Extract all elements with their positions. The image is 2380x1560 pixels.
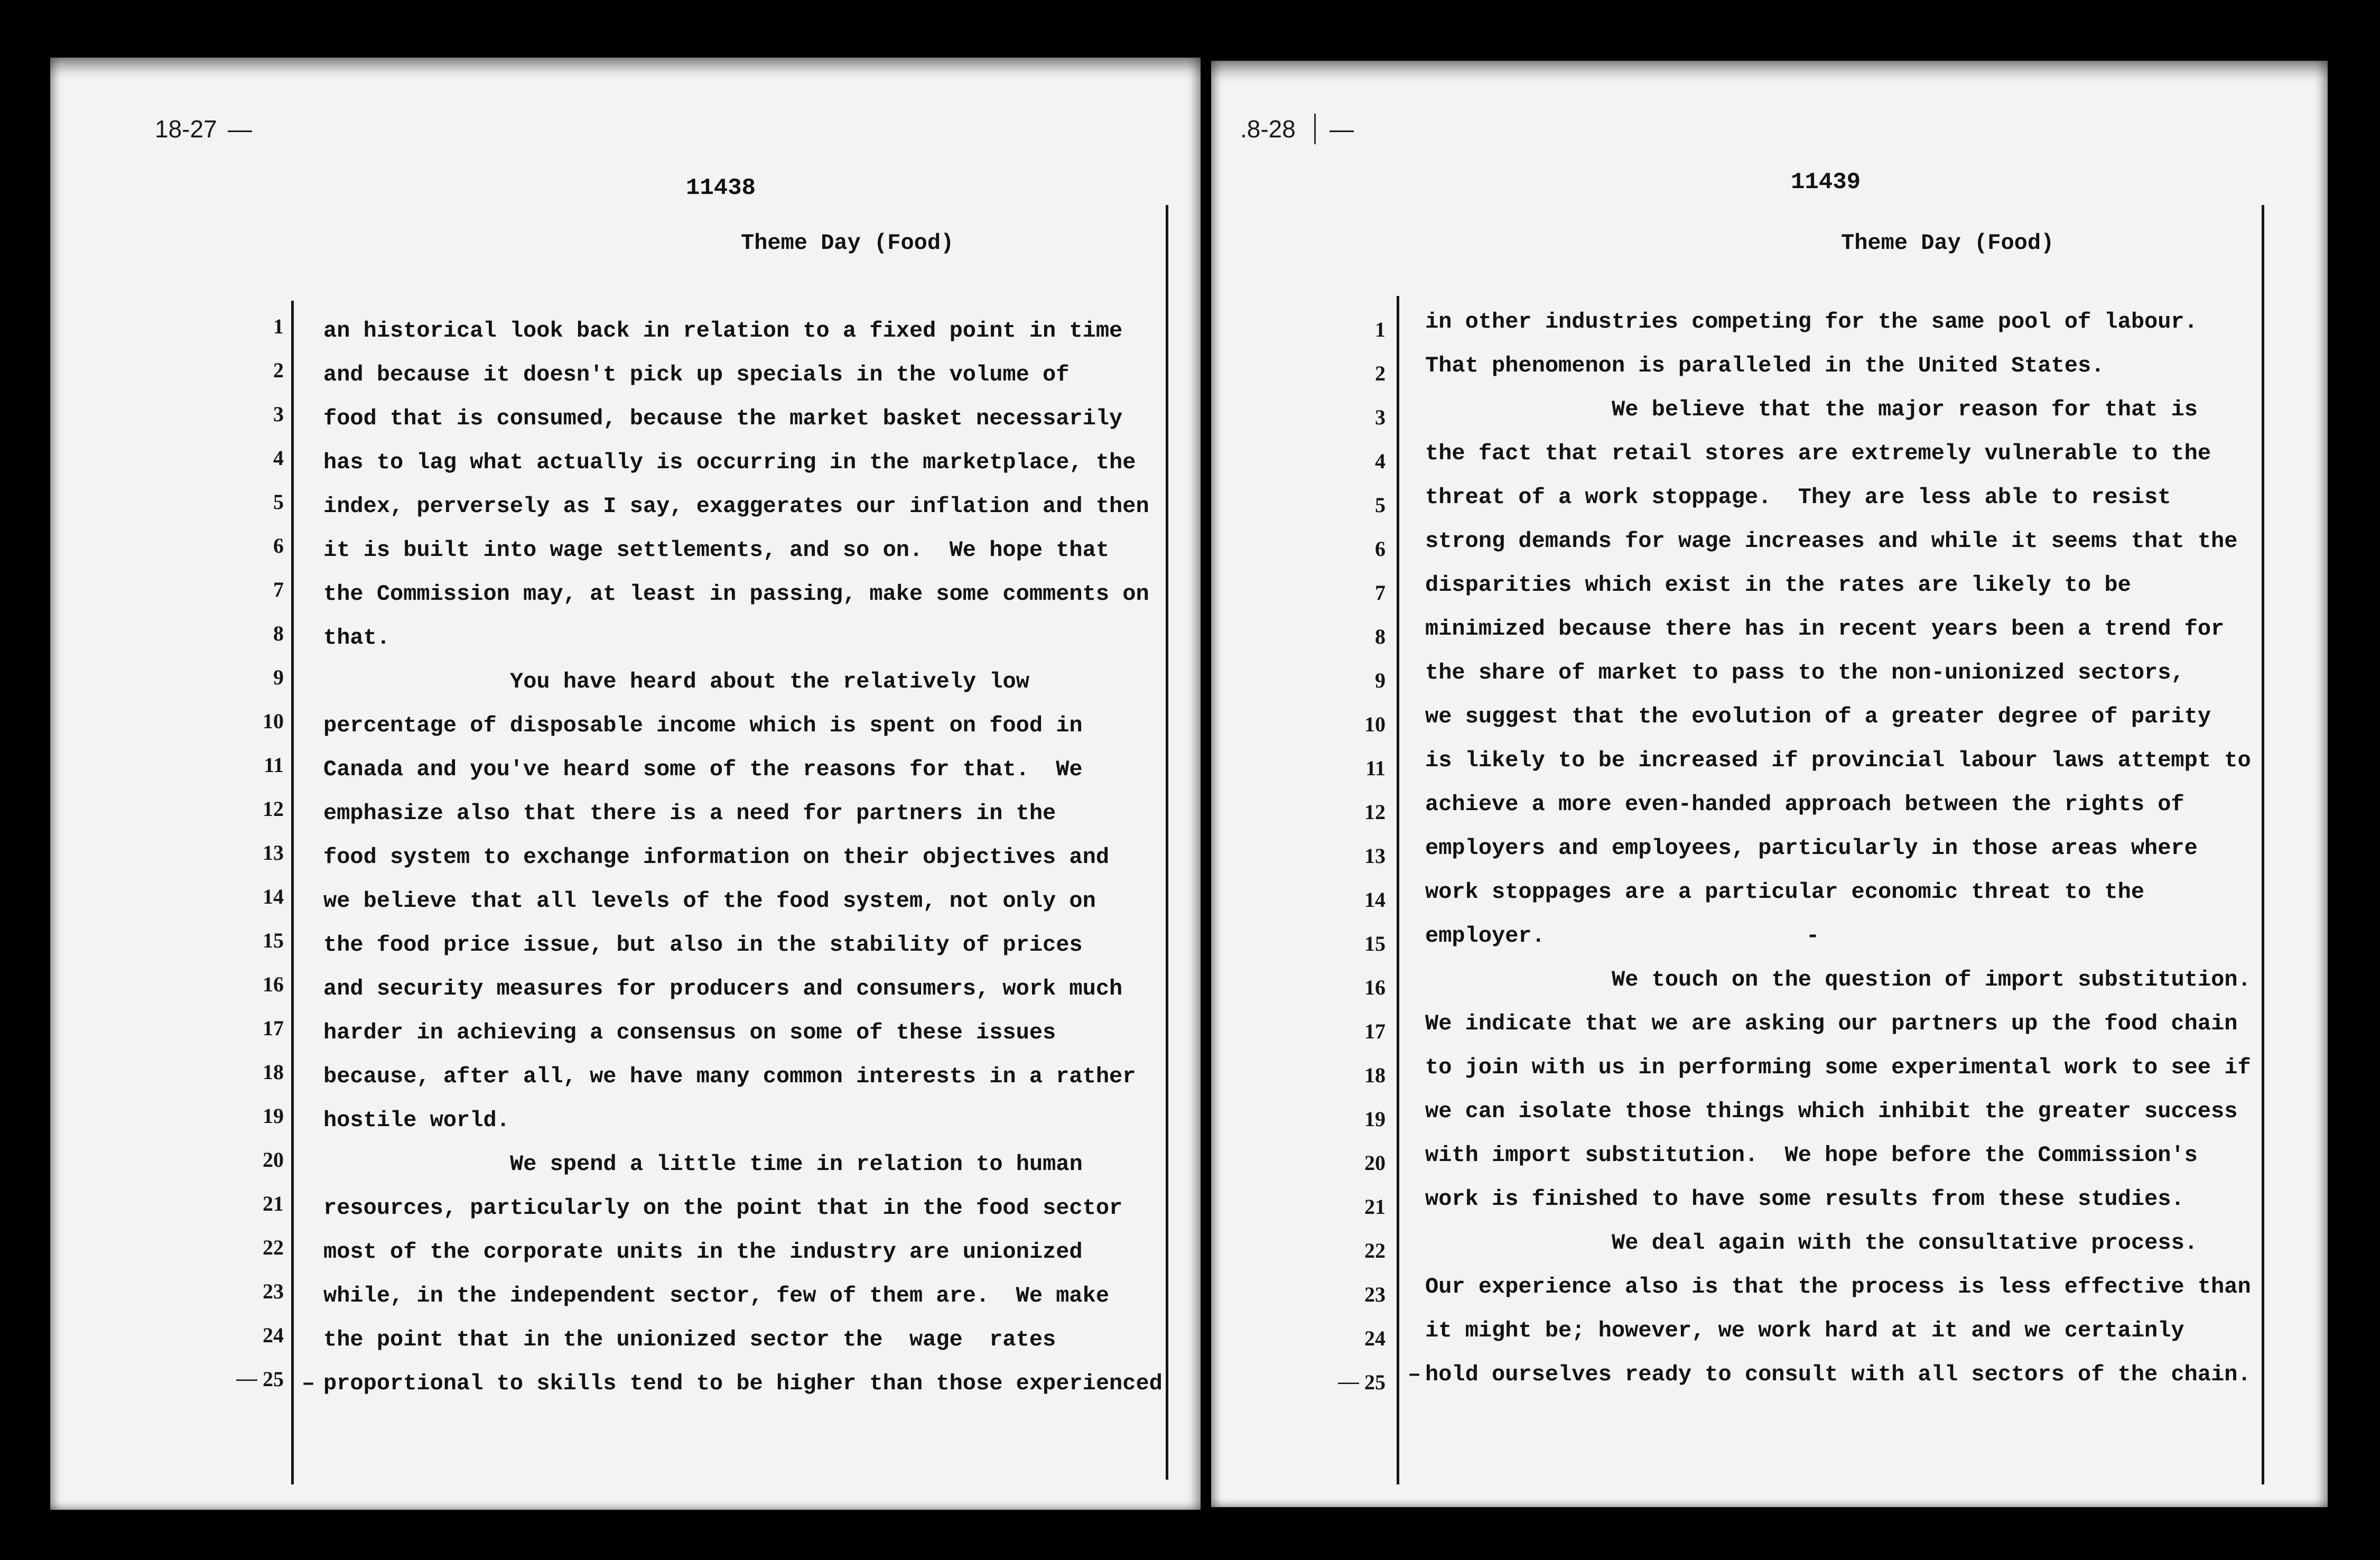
line-text: most of the corporate units in the industry are unionized xyxy=(323,1239,1083,1265)
line-number: 22 xyxy=(1364,1239,1386,1262)
line-text: We touch on the question of import substitution. xyxy=(1612,967,2251,992)
line-number: 12 xyxy=(263,797,284,821)
line-text: the fact that retail stores are extremely vulnerable to the xyxy=(1425,441,2211,466)
line-number: 23 xyxy=(263,1279,284,1303)
line-row xyxy=(50,1318,1201,1362)
line-text: employers and employees, particularly in those areas where xyxy=(1425,835,2198,861)
line-row xyxy=(50,792,1201,835)
line-text: we suggest that the evolution of a greater degree of parity xyxy=(1425,704,2211,729)
line-text: it is built into wage settlements, and so on. We hope that xyxy=(323,537,1110,563)
line-number: 2 xyxy=(273,358,284,382)
line-row xyxy=(50,967,1201,1011)
transcript-lines xyxy=(50,309,1201,1406)
line-number: 5 xyxy=(273,490,284,514)
line-number: 12 xyxy=(1364,800,1386,824)
line-text: That phenomenon is paralleled in the United States. xyxy=(1425,353,2105,378)
line-text: Canada and you've heard some of the reasons for that. We xyxy=(323,757,1083,782)
line-row xyxy=(1211,1002,2328,1046)
line-text: food that is consumed, because the market basket necessarily xyxy=(323,406,1123,431)
line-number: 20 xyxy=(263,1148,284,1172)
line-row xyxy=(50,528,1201,572)
line-row xyxy=(1211,827,2328,870)
line-row xyxy=(50,660,1201,704)
line-row xyxy=(1211,1221,2328,1265)
line-number: 19 xyxy=(263,1104,284,1128)
line-row xyxy=(50,1186,1201,1230)
line-text: has to lag what actually is occurring in the marketplace, the xyxy=(323,450,1136,475)
line-15-trailing-mark: - xyxy=(1806,923,1820,949)
line-number: 6 xyxy=(1375,537,1386,561)
line-number: 24 xyxy=(1364,1326,1386,1350)
line-text: and security measures for producers and consumers, work much xyxy=(323,976,1123,1001)
line-row xyxy=(50,616,1201,660)
line-number: 4 xyxy=(273,446,284,470)
line-number: 11 xyxy=(264,753,284,777)
line-number: 24 xyxy=(263,1323,284,1347)
line-text: percentage of disposable income which is spent on food in xyxy=(323,713,1083,738)
page-number: 11439 xyxy=(1791,169,1861,196)
line-text: employer. xyxy=(1425,923,1545,949)
transcript-lines xyxy=(1211,300,2328,1397)
line-number: 6 xyxy=(273,534,284,558)
right-page xyxy=(1211,61,2328,1507)
line-number: 16 xyxy=(263,972,284,996)
line-text: we can isolate those things which inhibit the greater success xyxy=(1425,1099,2238,1124)
line-text: threat of a work stoppage. They are less able to resist xyxy=(1425,485,2171,510)
line-row xyxy=(50,353,1201,397)
line-text: We indicate that we are asking our partners up the food chain xyxy=(1425,1011,2238,1036)
line-row xyxy=(50,704,1201,748)
line-text: the point that in the unionized sector the wage rates xyxy=(323,1327,1056,1352)
line-text: the share of market to pass to the non-unionized sectors, xyxy=(1425,660,2184,685)
line-row xyxy=(50,1230,1201,1274)
line-number: 22 xyxy=(263,1236,284,1259)
line-number: 3 xyxy=(1375,405,1386,429)
line-number: 14 xyxy=(1364,888,1386,912)
line-text: We spend a little time in relation to human xyxy=(510,1152,1083,1177)
line-text: achieve a more even-handed approach between the rights of xyxy=(1425,792,2184,817)
line-text: food system to exchange information on their objectives and xyxy=(323,844,1110,870)
line-row xyxy=(50,572,1201,616)
line-number: 17 xyxy=(263,1016,284,1040)
line-text: hostile world. xyxy=(323,1108,510,1133)
line-row xyxy=(1211,651,2328,695)
line-text: We believe that the major reason for that is xyxy=(1612,397,2198,422)
line-number: 3 xyxy=(273,402,284,426)
line-number: 4 xyxy=(1375,449,1386,473)
line-text: minimized because there has in recent years been a trend for xyxy=(1425,616,2225,642)
line-row xyxy=(1211,519,2328,563)
line-number: 1 xyxy=(273,314,284,338)
line-number: 5 xyxy=(1375,493,1386,517)
line-row xyxy=(1211,607,2328,651)
margin-tick xyxy=(1314,114,1316,144)
line-row xyxy=(1211,914,2328,958)
line-text: and because it doesn't pick up specials in the volume of xyxy=(323,362,1070,387)
line-number: 23 xyxy=(1364,1283,1386,1306)
line-number: 13 xyxy=(1364,844,1386,868)
line-text: hold ourselves ready to consult with all sectors of the chain. xyxy=(1425,1362,2251,1387)
line-number: 20 xyxy=(1364,1151,1386,1175)
page-number: 11438 xyxy=(686,175,756,201)
line-text: the Commission may, at least in passing, make some comments on xyxy=(323,581,1149,607)
line-text: the food price issue, but also in the stability of prices xyxy=(323,932,1083,958)
line-row xyxy=(1211,958,2328,1002)
line-text: an historical look back in relation to a fixed point in time xyxy=(323,318,1123,343)
line-row xyxy=(1211,1265,2328,1309)
line-row xyxy=(50,1362,1201,1406)
line-row xyxy=(1211,1090,2328,1134)
line-number: 10 xyxy=(263,709,284,733)
line-row xyxy=(1211,783,2328,827)
line-row xyxy=(1211,1134,2328,1177)
line-row xyxy=(50,1099,1201,1143)
line-number: 8 xyxy=(1375,625,1386,648)
line-row xyxy=(50,1055,1201,1099)
line-number: 16 xyxy=(1364,976,1386,999)
line-text: that. xyxy=(323,625,391,651)
line-text: work is finished to have some results from these studies. xyxy=(1425,1186,2184,1212)
line-text: You have heard about the relatively low xyxy=(510,669,1029,694)
line-text: to join with us in performing some experimental work to see if xyxy=(1425,1055,2251,1080)
page-ref: 18-27 xyxy=(155,115,217,143)
line-25-margin-mark: — xyxy=(1338,1370,1359,1394)
line-row xyxy=(50,835,1201,879)
line-text: index, perversely as I say, exaggerates our inflation and then xyxy=(323,494,1149,519)
line-text: We deal again with the consultative process. xyxy=(1612,1230,2198,1256)
line-number: 7 xyxy=(273,578,284,601)
line-number: 17 xyxy=(1364,1019,1386,1043)
line-row xyxy=(50,441,1201,485)
line-number: 18 xyxy=(263,1060,284,1084)
line-text: we believe that all levels of the food system, not only on xyxy=(323,888,1096,914)
line-text: in other industries competing for the same pool of labour. xyxy=(1425,309,2198,335)
line-text: harder in achieving a consensus on some of these issues xyxy=(323,1020,1056,1045)
line-number: 15 xyxy=(263,928,284,952)
line-row xyxy=(50,309,1201,353)
left-page xyxy=(50,58,1201,1510)
line-text: is likely to be increased if provincial labour laws attempt to xyxy=(1425,748,2251,773)
line-row xyxy=(1211,476,2328,519)
line-text: disparities which exist in the rates are likely to be xyxy=(1425,572,2131,598)
line-25-text-mark: – xyxy=(1408,1362,1421,1387)
line-row xyxy=(1211,344,2328,388)
line-text: emphasize also that there is a need for partners in the xyxy=(323,801,1056,826)
line-row xyxy=(50,879,1201,923)
line-text: it might be; however, we work hard at it and we certainly xyxy=(1425,1318,2184,1343)
line-number: 7 xyxy=(1375,581,1386,605)
line-row xyxy=(1211,432,2328,476)
line-number: 9 xyxy=(273,665,284,689)
line-row xyxy=(1211,388,2328,432)
line-row xyxy=(1211,1046,2328,1090)
line-number: 13 xyxy=(263,841,284,865)
line-row xyxy=(1211,739,2328,783)
line-number: 19 xyxy=(1364,1107,1386,1131)
line-row xyxy=(50,1011,1201,1055)
page-title: Theme Day (Food) xyxy=(1841,230,2054,256)
line-number: 25 xyxy=(263,1367,284,1391)
line-number: 21 xyxy=(263,1192,284,1215)
page-ref-mark: — xyxy=(228,115,252,143)
line-number: 8 xyxy=(273,621,284,645)
line-number: 9 xyxy=(1375,668,1386,692)
line-row xyxy=(1211,1353,2328,1397)
line-row xyxy=(1211,1177,2328,1221)
line-row xyxy=(50,748,1201,792)
line-text: with import substitution. We hope before the Commission's xyxy=(1425,1143,2198,1168)
line-row xyxy=(50,923,1201,967)
line-text: because, after all, we have many common interests in a rather xyxy=(323,1064,1136,1089)
line-text: while, in the independent sector, few of them are. We make xyxy=(323,1283,1110,1308)
line-number: 11 xyxy=(1365,756,1386,780)
page-title: Theme Day (Food) xyxy=(741,230,954,256)
line-number: 25 xyxy=(1364,1370,1386,1394)
line-25-text-mark: – xyxy=(302,1371,315,1396)
line-row xyxy=(50,1274,1201,1318)
line-number: 10 xyxy=(1364,712,1386,736)
line-row xyxy=(50,397,1201,441)
line-number: 2 xyxy=(1375,361,1386,385)
line-number: 18 xyxy=(1364,1063,1386,1087)
page-ref: .8-28 xyxy=(1240,115,1296,143)
line-row xyxy=(1211,563,2328,607)
page-ref-mark: — xyxy=(1330,115,1354,143)
line-number: 14 xyxy=(263,885,284,908)
line-number: 15 xyxy=(1364,932,1386,955)
line-text: Our experience also is that the process is less effective than xyxy=(1425,1274,2251,1299)
line-row xyxy=(50,1143,1201,1186)
line-25-margin-mark: — xyxy=(236,1367,257,1390)
line-text: strong demands for wage increases and while it seems that the xyxy=(1425,528,2238,554)
line-text: work stoppages are a particular economic threat to the xyxy=(1425,879,2145,905)
line-row xyxy=(1211,870,2328,914)
line-row xyxy=(1211,1309,2328,1353)
line-text: resources, particularly on the point that in the food sector xyxy=(323,1195,1123,1221)
line-row xyxy=(1211,695,2328,739)
line-number: 1 xyxy=(1375,318,1386,341)
line-number: 21 xyxy=(1364,1195,1386,1219)
line-row xyxy=(50,485,1201,528)
line-text: proportional to skills tend to be higher than those experienced xyxy=(323,1371,1163,1396)
line-row xyxy=(1211,300,2328,344)
